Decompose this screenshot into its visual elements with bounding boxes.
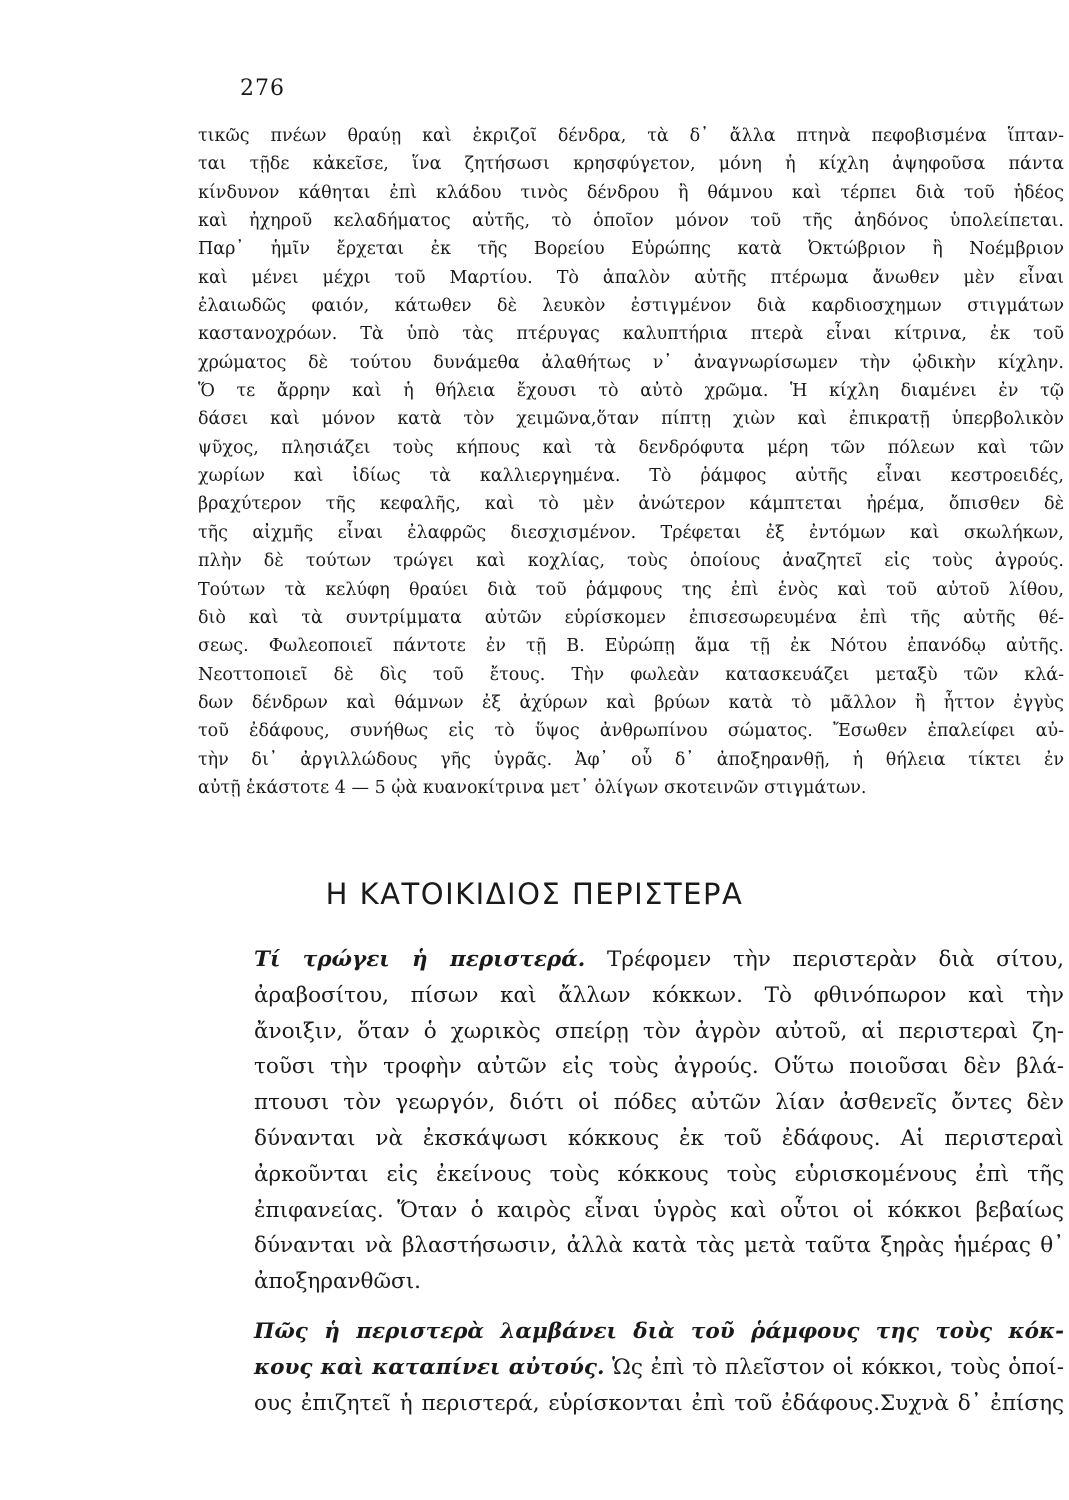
text-line	[254, 1350, 1064, 1386]
paragraph-title: κους καὶ καταπίνει αὐτούς.	[254, 1354, 605, 1380]
page-number: 276	[240, 76, 285, 101]
text-line: τὴν δι᾽ ἀργιλλώδους γῆς ὑγρᾶς. Ἀφ᾽ οὗ δ᾽ ἀποξηρανθῇ, ἡ θήλεια τίκτει ἐν	[198, 749, 1064, 770]
pigeon-text-block	[254, 942, 1064, 1421]
paragraph-what-pigeon-eats	[254, 942, 1064, 1300]
text-line: ἀποξηρανθῶσι.	[254, 1269, 421, 1295]
text-line: Τούτων τὰ κελύφη θραύει διὰ τοῦ ῥάμφους της ἐπὶ ἑνὸς καὶ τοῦ αὐτοῦ λίθου,	[198, 579, 1064, 600]
text-line: καὶ ἠχηροῦ κελαδήματος αὐτῆς, τὸ ὁποῖον μόνον τοῦ τῆς ἀηδόνος ὑπολείπεται.	[198, 211, 1064, 232]
text-line: ται τῇδε κἀκεῖσε, ἵνα ζητήσωσι κρησφύγετον, μόνη ἡ κίχλη ἀψηφοῦσα πάντα	[198, 154, 1064, 175]
text-line: καὶ μένει μέχρι τοῦ Μαρτίου. Τὸ ἁπαλὸν αὐτῆς πτέρωμα ἄνωθεν μὲν εἶναι	[198, 267, 1064, 288]
text-line: πλὴν δὲ τούτων τρώγει καὶ κοχλίας, τοὺς ὁποίους ἀναζητεῖ εἰς τοὺς ἀγρούς.	[198, 551, 1064, 572]
text-line: δύνανται νὰ βλαστήσωσιν, ἀλλὰ κατὰ τὰς μετὰ ταῦτα ξηρὰς ἡμέρας θ᾽	[254, 1233, 1064, 1259]
text-line: τικῶς πνέων θραύῃ καὶ ἐκριζοῖ δένδρα, τὰ δ᾽ ἄλλα πτηνὰ πεφοβισμένα ἵπταν-	[198, 126, 1064, 146]
text-line: δων δένδρων καὶ θάμνων ἐξ ἀχύρων καὶ βρύων κατὰ τὸ μᾶλλον ἢ ἧττον ἐγγὺς	[198, 692, 1064, 713]
text-line: ἐλαιωδῶς φαιόν, κάτωθεν δὲ λευκὸν ἐστιγμένον διὰ καρδιοσχημων στιγμάτων	[198, 296, 1064, 317]
text-line: σεως. Φωλεοποιεῖ πάντοτε ἐν τῇ Β. Εὐρώπῃ ἅμα τῇ ἐκ Νότου ἐπανόδῳ αὐτῆς.	[198, 636, 1064, 657]
section-heading: Η ΚΑΤΟΙΚΙΔΙΟΣ ΠΕΡΙΣΤΕΡΑ	[325, 877, 744, 911]
paragraph-how-pigeon-takes-grain	[254, 1314, 1064, 1421]
text-line: βραχύτερον τῆς κεφαλῆς, καὶ τὸ μὲν ἀνώτερον κάμπτεται ἠρέμα, ὄπισθεν δὲ	[198, 494, 1064, 515]
thrush-text-block	[198, 122, 1064, 802]
text-run: Τρέφομεν τὴν περιστερὰν διὰ σίτου,	[585, 947, 1064, 972]
text-line: ους ἐπιζητεῖ ἡ περιστερά, εὑρίσκονται ἐπὶ τοῦ ἐδάφους.Συχνὰ δ᾽ ἐπίσης	[254, 1390, 1064, 1416]
text-line: κίνδυνον κάθηται ἐπὶ κλάδου τινὸς δένδρου ἢ θάμνου καὶ τέρπει διὰ τοῦ ἡδέος	[198, 182, 1064, 203]
text-run: Ὡς ἐπὶ τὸ πλεῖστον οἱ κόκκοι, τοὺς ὁποί-	[604, 1354, 1064, 1380]
text-line: Νεοττοποιεῖ δὲ δὶς τοῦ ἔτους. Τὴν φωλεὰν κατασκευάζει μεταξὺ τῶν κλά-	[198, 664, 1064, 685]
text-line: τοῦσι τὴν τροφὴν αὐτῶν εἰς τοὺς ἀγρούς. Οὕτω ποιοῦσαι δὲν βλά-	[254, 1054, 1064, 1080]
text-line: δάσει καὶ μόνον κατὰ τὸν χειμῶνα,ὅταν πίπτῃ χιὼν καὶ ἐπικρατῇ ὑπερβολικὸν	[198, 409, 1064, 430]
text-line: διὸ καὶ τὰ συντρίμματα αὐτῶν εὑρίσκομεν ἐπισεσωρευμένα ἐπὶ τῆς αὐτῆς θέ-	[198, 607, 1064, 628]
paragraph-title: Τί τρώγει ἡ περιστερά.	[254, 947, 586, 972]
text-line: Παρ᾽ ἡμῖν ἔρχεται ἐκ τῆς Βορείου Εὐρώπης κατὰ Ὀκτώβριον ἢ Νοέμβριον	[198, 239, 1064, 260]
text-line: χρώματος δὲ τούτου δυνάμεθα ἀλαθήτως ν᾽ ἀναγνωρίσωμεν τὴν ᾠδικὴν κίχλην.	[198, 352, 1064, 373]
text-line: τῆς αἰχμῆς εἶναι ἐλαφρῶς διεσχισμένον. Τρέφεται ἐξ ἐντόμων καὶ σκωλήκων,	[198, 522, 1064, 543]
text-line: καστανοχρόων. Τὰ ὑπὸ τὰς πτέρυγας καλυπτήρια πτερὰ εἶναι κίτρινα, ἐκ τοῦ	[198, 324, 1064, 345]
text-line: ψῦχος, πλησιάζει τοὺς κήπους καὶ τὰ δενδρόφυτα μέρη τῶν πόλεων καὶ τῶν	[198, 437, 1064, 458]
text-line: ἄνοιξιν, ὅταν ὁ χωρικὸς σπείρῃ τὸν ἀγρὸν αὐτοῦ, αἱ περιστεραὶ ζη-	[254, 1018, 1064, 1044]
text-line: χωρίων καὶ ἰδίως τὰ καλλιεργημένα. Τὸ ῥάμφος αὐτῆς εἶναι κεστροειδές,	[198, 466, 1064, 487]
text-line: ἐπιφανείας. Ὅταν ὁ καιρὸς εἶναι ὑγρὸς καὶ οὗτοι οἱ κόκκοι βεβαίως	[254, 1197, 1064, 1223]
text-line	[254, 1314, 1064, 1350]
text-line	[254, 942, 1064, 978]
text-line: ἀρκοῦνται εἰς ἐκείνους τοὺς κόκκους τοὺς εὑρισκομένους ἐπὶ τῆς	[254, 1161, 1064, 1187]
text-line: Ὅ τε ἄρρην καὶ ἡ θήλεια ἔχουσι τὸ αὐτὸ χρῶμα. Ἡ κίχλη διαμένει ἐν τῷ	[198, 381, 1064, 402]
text-line: πτουσι τὸν γεωργόν, διότι οἱ πόδες αὐτῶν λίαν ἀσθενεῖς ὄντες δὲν	[254, 1090, 1064, 1116]
text-line: τοῦ ἐδάφους, συνήθως εἰς τὸ ὕψος ἀνθρωπίνου σώματος. Ἔσωθεν ἐπαλείφει αὐ-	[198, 721, 1064, 742]
text-line: αὐτῇ ἑκάστοτε 4 — 5 ᾠὰ κυανοκίτρινα μετ᾽ ὀλίγων σκοτεινῶν στιγμάτων.	[198, 777, 867, 798]
paragraph-title: Πῶς ἡ περιστερὰ λαμβάνει διὰ τοῦ ῥάμφους της τοὺς κόκ-	[254, 1318, 1064, 1344]
text-line: ἀραβοσίτου, πίσων καὶ ἄλλων κόκκων. Τὸ φθινόπωρον καὶ τὴν	[254, 982, 1064, 1008]
text-line: δύνανται νὰ ἐκσκάψωσι κόκκους ἐκ τοῦ ἐδάφους. Αἱ περιστεραὶ	[254, 1125, 1064, 1151]
